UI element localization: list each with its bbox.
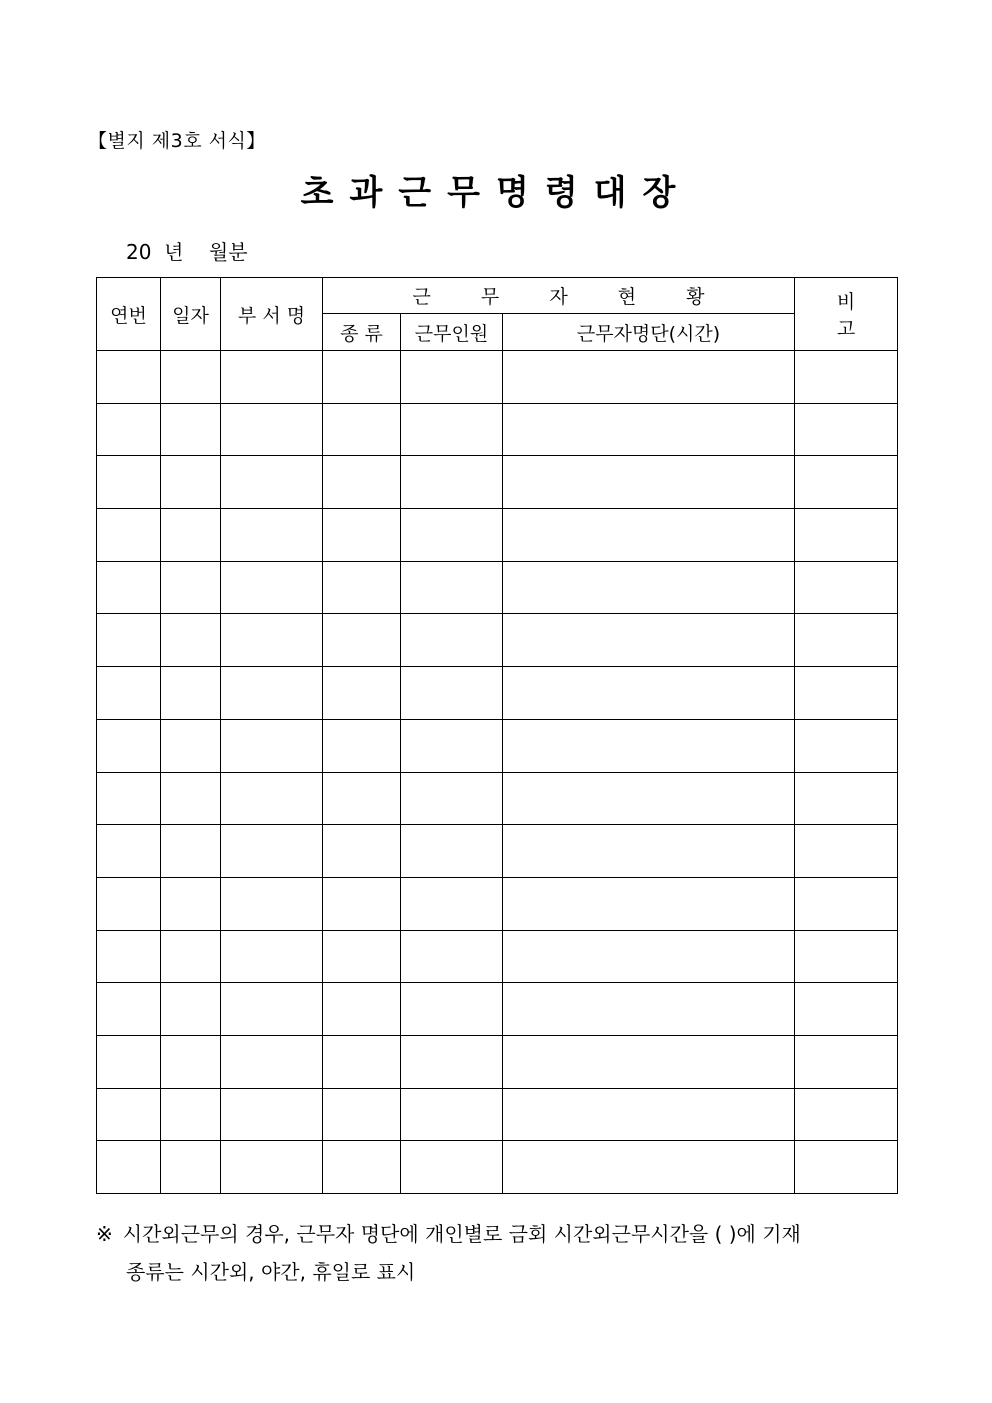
footnote-line-2: 종류는 시간외, 야간, 휴일로 표시 bbox=[126, 1260, 416, 1284]
cell-roster[interactable] bbox=[503, 403, 795, 456]
cell-headcount[interactable] bbox=[401, 930, 503, 983]
cell-department[interactable] bbox=[221, 930, 323, 983]
cell-department[interactable] bbox=[221, 614, 323, 667]
cell-headcount[interactable] bbox=[401, 719, 503, 772]
cell-department[interactable] bbox=[221, 351, 323, 404]
cell-remarks[interactable] bbox=[795, 561, 898, 614]
cell-remarks[interactable] bbox=[795, 930, 898, 983]
table-row bbox=[97, 509, 898, 562]
cell-headcount[interactable] bbox=[401, 877, 503, 930]
cell-roster[interactable] bbox=[503, 772, 795, 825]
cell-type[interactable] bbox=[323, 772, 401, 825]
table-row bbox=[97, 983, 898, 1036]
header-worker-status: 근 무 자 현 황 bbox=[323, 278, 795, 314]
cell-headcount[interactable] bbox=[401, 772, 503, 825]
cell-remarks[interactable] bbox=[795, 509, 898, 562]
cell-date[interactable] bbox=[161, 1035, 221, 1088]
cell-department[interactable] bbox=[221, 772, 323, 825]
cell-type[interactable] bbox=[323, 1088, 401, 1141]
cell-type[interactable] bbox=[323, 614, 401, 667]
cell-serial[interactable] bbox=[97, 983, 161, 1036]
overtime-register-table bbox=[96, 277, 898, 1194]
table-row bbox=[97, 772, 898, 825]
cell-type[interactable] bbox=[323, 456, 401, 509]
cell-type[interactable] bbox=[323, 825, 401, 878]
cell-remarks[interactable] bbox=[795, 877, 898, 930]
cell-serial[interactable] bbox=[97, 719, 161, 772]
cell-type[interactable] bbox=[323, 1035, 401, 1088]
cell-type[interactable] bbox=[323, 561, 401, 614]
document-title: 초과근무명령대장 bbox=[300, 173, 692, 213]
cell-date[interactable] bbox=[161, 983, 221, 1036]
cell-remarks[interactable] bbox=[795, 456, 898, 509]
cell-date[interactable] bbox=[161, 614, 221, 667]
cell-headcount[interactable] bbox=[401, 509, 503, 562]
header-type: 종 류 bbox=[323, 314, 401, 351]
header-headcount: 근무인원 bbox=[401, 314, 503, 351]
cell-date[interactable] bbox=[161, 403, 221, 456]
cell-date[interactable] bbox=[161, 667, 221, 720]
cell-date[interactable] bbox=[161, 456, 221, 509]
cell-serial[interactable] bbox=[97, 1141, 161, 1194]
cell-roster[interactable] bbox=[503, 930, 795, 983]
header-department: 부 서 명 bbox=[221, 278, 323, 351]
cell-roster[interactable] bbox=[503, 456, 795, 509]
cell-remarks[interactable] bbox=[795, 1035, 898, 1088]
cell-headcount[interactable] bbox=[401, 1035, 503, 1088]
footnote bbox=[96, 1215, 801, 1291]
cell-headcount[interactable] bbox=[401, 1088, 503, 1141]
cell-headcount[interactable] bbox=[401, 667, 503, 720]
cell-department[interactable] bbox=[221, 877, 323, 930]
cell-headcount[interactable] bbox=[401, 983, 503, 1036]
cell-roster[interactable] bbox=[503, 351, 795, 404]
header-date: 일자 bbox=[161, 278, 221, 351]
cell-serial[interactable] bbox=[97, 1088, 161, 1141]
cell-date[interactable] bbox=[161, 1088, 221, 1141]
cell-date[interactable] bbox=[161, 561, 221, 614]
period-field: 20 년 월분 bbox=[126, 240, 248, 264]
cell-roster[interactable] bbox=[503, 877, 795, 930]
cell-remarks[interactable] bbox=[795, 351, 898, 404]
cell-date[interactable] bbox=[161, 1141, 221, 1194]
cell-headcount[interactable] bbox=[401, 561, 503, 614]
cell-remarks[interactable] bbox=[795, 772, 898, 825]
table-row bbox=[97, 561, 898, 614]
cell-remarks[interactable] bbox=[795, 1088, 898, 1141]
register-body bbox=[97, 351, 898, 1194]
cell-department[interactable] bbox=[221, 667, 323, 720]
cell-roster[interactable] bbox=[503, 614, 795, 667]
cell-type[interactable] bbox=[323, 983, 401, 1036]
table-row bbox=[97, 403, 898, 456]
cell-headcount[interactable] bbox=[401, 403, 503, 456]
cell-type[interactable] bbox=[323, 1141, 401, 1194]
cell-date[interactable] bbox=[161, 719, 221, 772]
cell-type[interactable] bbox=[323, 509, 401, 562]
cell-headcount[interactable] bbox=[401, 614, 503, 667]
cell-serial[interactable] bbox=[97, 772, 161, 825]
cell-serial[interactable] bbox=[97, 1035, 161, 1088]
header-serial: 연번 bbox=[97, 278, 161, 351]
cell-department[interactable] bbox=[221, 403, 323, 456]
cell-type[interactable] bbox=[323, 351, 401, 404]
cell-roster[interactable] bbox=[503, 1088, 795, 1141]
cell-type[interactable] bbox=[323, 667, 401, 720]
cell-headcount[interactable] bbox=[401, 456, 503, 509]
cell-department[interactable] bbox=[221, 456, 323, 509]
cell-remarks[interactable] bbox=[795, 403, 898, 456]
cell-serial[interactable] bbox=[97, 509, 161, 562]
cell-department[interactable] bbox=[221, 1141, 323, 1194]
table-row bbox=[97, 667, 898, 720]
cell-date[interactable] bbox=[161, 351, 221, 404]
cell-serial[interactable] bbox=[97, 825, 161, 878]
header-remarks: 비 고 bbox=[795, 278, 898, 351]
table-row bbox=[97, 456, 898, 509]
cell-headcount[interactable] bbox=[401, 351, 503, 404]
cell-roster[interactable] bbox=[503, 1141, 795, 1194]
cell-department[interactable] bbox=[221, 561, 323, 614]
cell-type[interactable] bbox=[323, 403, 401, 456]
cell-type[interactable] bbox=[323, 930, 401, 983]
cell-department[interactable] bbox=[221, 509, 323, 562]
table-row bbox=[97, 825, 898, 878]
table-row bbox=[97, 614, 898, 667]
cell-roster[interactable] bbox=[503, 825, 795, 878]
cell-date[interactable] bbox=[161, 825, 221, 878]
cell-serial[interactable] bbox=[97, 403, 161, 456]
cell-department[interactable] bbox=[221, 719, 323, 772]
cell-serial[interactable] bbox=[97, 930, 161, 983]
cell-remarks[interactable] bbox=[795, 825, 898, 878]
cell-roster[interactable] bbox=[503, 561, 795, 614]
form-label: 【별지 제3호 서식】 bbox=[88, 130, 266, 152]
cell-serial[interactable] bbox=[97, 667, 161, 720]
cell-headcount[interactable] bbox=[401, 1141, 503, 1194]
cell-serial[interactable] bbox=[97, 456, 161, 509]
cell-department[interactable] bbox=[221, 1088, 323, 1141]
cell-department[interactable] bbox=[221, 983, 323, 1036]
cell-date[interactable] bbox=[161, 877, 221, 930]
cell-roster[interactable] bbox=[503, 719, 795, 772]
reference-mark: ※ bbox=[96, 1222, 113, 1246]
cell-date[interactable] bbox=[161, 772, 221, 825]
cell-remarks[interactable] bbox=[795, 719, 898, 772]
table-row bbox=[97, 1088, 898, 1141]
cell-remarks[interactable] bbox=[795, 983, 898, 1036]
table-row bbox=[97, 877, 898, 930]
cell-date[interactable] bbox=[161, 930, 221, 983]
cell-serial[interactable] bbox=[97, 614, 161, 667]
cell-department[interactable] bbox=[221, 1035, 323, 1088]
cell-remarks[interactable] bbox=[795, 1141, 898, 1194]
cell-date[interactable] bbox=[161, 509, 221, 562]
footnote-line-1: 시간외근무의 경우, 근무자 명단에 개인별로 금회 시간외근무시간을 ( )에 기재 bbox=[122, 1222, 801, 1246]
cell-department[interactable] bbox=[221, 825, 323, 878]
cell-headcount[interactable] bbox=[401, 825, 503, 878]
cell-roster[interactable] bbox=[503, 509, 795, 562]
cell-roster[interactable] bbox=[503, 1035, 795, 1088]
header-roster: 근무자명단(시간) bbox=[503, 314, 795, 351]
cell-type[interactable] bbox=[323, 719, 401, 772]
table-row bbox=[97, 1035, 898, 1088]
table-row bbox=[97, 930, 898, 983]
cell-roster[interactable] bbox=[503, 983, 795, 1036]
cell-remarks[interactable] bbox=[795, 614, 898, 667]
cell-serial[interactable] bbox=[97, 561, 161, 614]
cell-serial[interactable] bbox=[97, 877, 161, 930]
cell-type[interactable] bbox=[323, 877, 401, 930]
table-row bbox=[97, 351, 898, 404]
table-row bbox=[97, 719, 898, 772]
cell-remarks[interactable] bbox=[795, 667, 898, 720]
table-row bbox=[97, 1141, 898, 1194]
cell-serial[interactable] bbox=[97, 351, 161, 404]
cell-roster[interactable] bbox=[503, 667, 795, 720]
